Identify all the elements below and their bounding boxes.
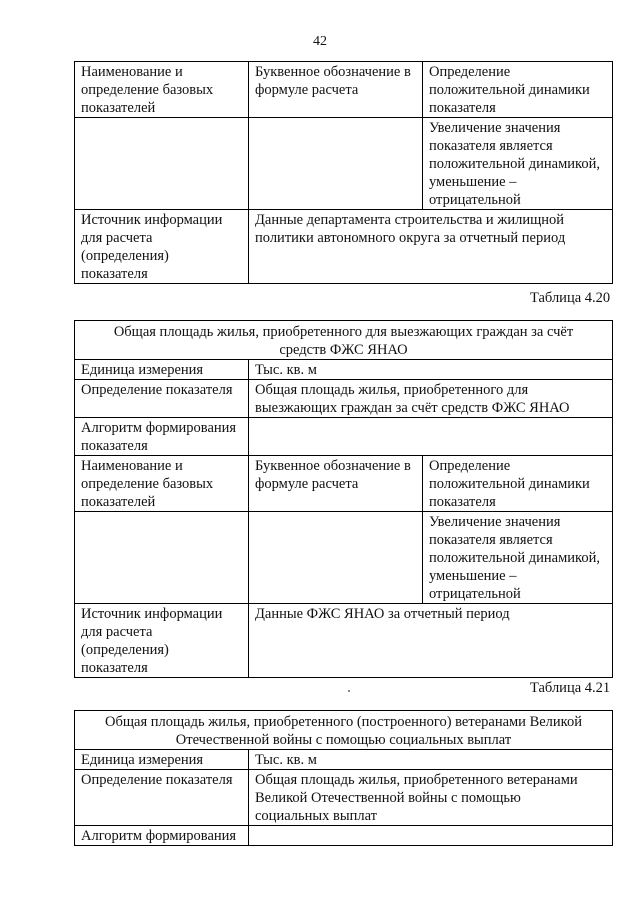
table-title: Общая площадь жилья, приобретенного для выезжающих граждан за счёт средств ФЖС ЯНАО — [75, 321, 613, 360]
definition-label: Определение показателя — [75, 380, 249, 418]
table-row — [75, 360, 613, 380]
table-4-21 — [74, 710, 613, 846]
unit-value: Тыс. кв. м — [249, 360, 613, 380]
scan-speck — [348, 690, 350, 692]
definition-value: Общая площадь жилья, приобретенного ветеранами Великой Отечественной войны с помощью социальных выплат — [249, 770, 613, 826]
algorithm-value — [249, 826, 613, 846]
basic-indicators-label: Наименование и определение базовых показателей — [75, 62, 249, 118]
table-row — [75, 604, 613, 678]
table-row — [75, 750, 613, 770]
algorithm-label: Алгоритм формирования — [75, 826, 249, 846]
source-value: Данные ФЖС ЯНАО за отчетный период — [249, 604, 613, 678]
definition-value: Общая площадь жилья, приобретенного для выезжающих граждан за счёт средств ФЖС ЯНАО — [249, 380, 613, 418]
table-row — [75, 210, 613, 284]
empty-cell — [75, 512, 249, 604]
empty-cell — [75, 118, 249, 210]
positive-dynamics-value: Увеличение значения показателя является положительной динамикой, уменьшение – отрицательной — [423, 118, 613, 210]
table-row — [75, 380, 613, 418]
algorithm-label: Алгоритм формирования показателя — [75, 418, 249, 456]
positive-dynamics-label: Определение положительной динамики показателя — [423, 62, 613, 118]
table-title-row — [75, 321, 613, 360]
source-value: Данные департамента строительства и жилищной политики автономного округа за отчетный период — [249, 210, 613, 284]
table-row — [75, 418, 613, 456]
table-title-row — [75, 711, 613, 750]
table-row — [75, 62, 613, 118]
positive-dynamics-value: Увеличение значения показателя является положительной динамикой, уменьшение – отрицательной — [423, 512, 613, 604]
table-row — [75, 770, 613, 826]
algorithm-value — [249, 418, 613, 456]
table-title: Общая площадь жилья, приобретенного (построенного) ветеранами Великой Отечественной войны с помощью социальных выплат — [75, 711, 613, 750]
table-row — [75, 456, 613, 512]
table-row — [75, 512, 613, 604]
page-number: 42 — [313, 34, 327, 49]
positive-dynamics-label: Определение положительной динамики показателя — [423, 456, 613, 512]
unit-value: Тыс. кв. м — [249, 750, 613, 770]
definition-label: Определение показателя — [75, 770, 249, 826]
source-label: Источник информации для расчета (определения) показателя — [75, 210, 249, 284]
table-row — [75, 826, 613, 846]
table-4-20 — [74, 320, 613, 678]
empty-cell — [249, 118, 423, 210]
table-row — [75, 118, 613, 210]
formula-symbol-label: Буквенное обозначение в формуле расчета — [249, 62, 423, 118]
basic-indicators-label: Наименование и определение базовых показателей — [75, 456, 249, 512]
table-caption-4-20: Таблица 4.20 — [530, 290, 611, 306]
unit-label: Единица измерения — [75, 360, 249, 380]
empty-cell — [249, 512, 423, 604]
formula-symbol-label: Буквенное обозначение в формуле расчета — [249, 456, 423, 512]
unit-label: Единица измерения — [75, 750, 249, 770]
table-continuation — [74, 61, 613, 284]
source-label: Источник информации для расчета (определения) показателя — [75, 604, 249, 678]
table-caption-4-21: Таблица 4.21 — [530, 680, 611, 696]
